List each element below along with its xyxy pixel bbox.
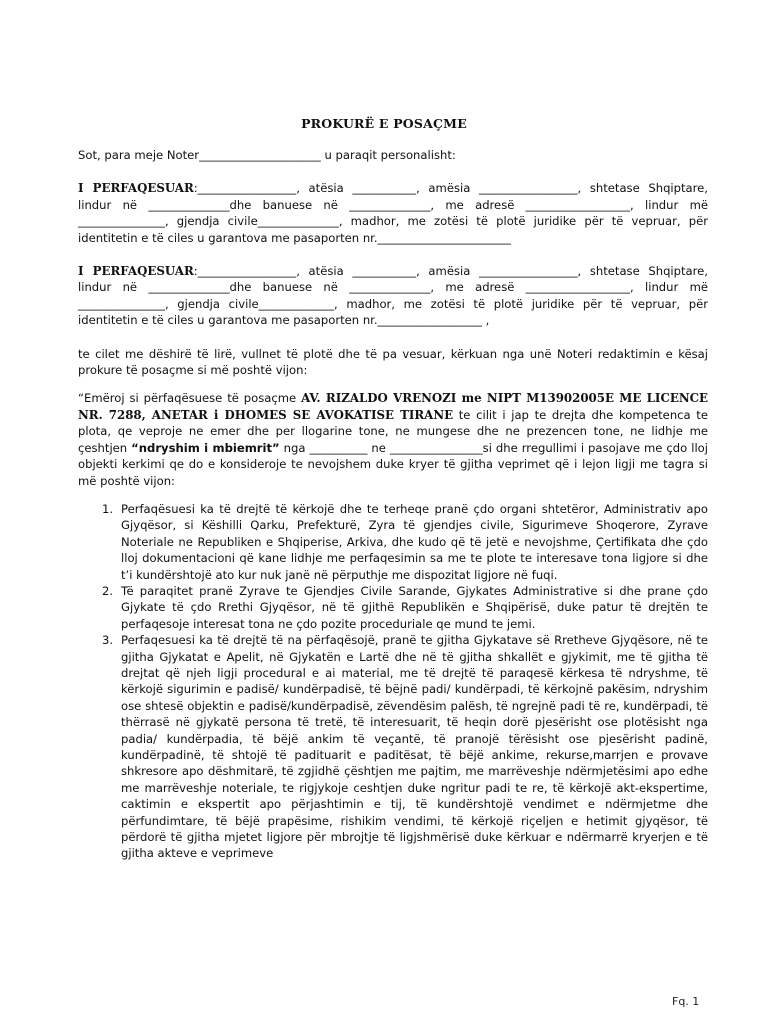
appointment-subject: “ndryshim i mbiemrit” <box>131 440 280 455</box>
person-2-paragraph <box>78 263 708 329</box>
request-paragraph: te cilet me dëshirë të lirë, vullnet të plotë dhe të pa vesuar, kërkuan nga unë Noteri redaktimin e kësaj prokure të posaçme si më poshtë vijon: <box>78 346 708 378</box>
appointment-middle: te cilit i jap te drejta dhe kompetenca te plota, qe veproje ne emer dhe per llogarine tone, ne mungese dhe ne prezencen tone, ne lidhje me çeshtjen <box>78 407 708 455</box>
person-2-label: I PERFAQESUAR <box>78 264 194 279</box>
list-item-text: Të paraqitet pranë Zyrave te Gjendjes Civile Sarande, Gjykates Administrative si dhe prane çdo Gjykate të çdo Rrethi Gjyqësor, në të gjithë Republikën e Shqipërisë, duke patur të drejtën te perfaqesoje interesat tona ne çdo pozite proceduriale qe mund te jemi. <box>121 583 708 631</box>
list-item <box>78 501 708 583</box>
person-1-label: I PERFAQESUAR <box>78 181 194 196</box>
appointment-paragraph <box>78 390 708 488</box>
list-item-text: Perfaqesuesi ka të drejtë të na përfaqësojë, pranë te gjitha Gjykatave së Rretheve Gjyqësore, në te gjitha Gjykatat e Apelit, në Gjykatën e Lartë dhe në të gjitha shkallët e gjykimit, me të gjitha të drejtat që njeh ligji procedural e ai material, me të drejtë të paraqesë kërkesa të ndryshme, të kërkojë sigurimin e padisë/ kundërpadisë, të bëjnë padi/ kundërpadi, të kërkojnë pakësim, ndryshim ose shtesë objektin e padisë/kundërpadisë, zëvendësim palësh, të ngrejnë padi të re, kundërpadi, të thërrasë në gjykatë persona të tretë, të interesuarit, të heqin dorë pjesërisht ose plotësisht nga padia/ kundërpadia, të bëjë ankim të veçantë, të pranojë tërësisht ose pjesërisht padinë, kundërpadinë, të shtojë të padituarit e paditësat, të bëjë ankime, rekurse,marrjen e provave shkresore apo dëshmitarë, të zgjidhë çështjen me pajtim, me marrëveshje ndërmjetësimi apo edhe me marrëveshje noteriale, te rigjykoje ceshtjen duke ngritur padi te re, të kërkojë akt-ekspertime, caktimin e ekspertit apo përjashtimin e tij, të kundërshtojë vendimet e ndërmjetme dhe përfundimtare, të bëjë prapësime, rishikim vendimi, të kërkojë riçeljen e hetimit gjyqësor, të përdorë të gjitha mjetet ligjore për mbrojtje të ligjshmërisë duke kërkuar e ndërmarrë kryerjen e të gjitha akteve e veprimeve <box>121 633 708 861</box>
list-item-number: 3. <box>102 633 114 648</box>
powers-list <box>78 501 708 862</box>
list-item-number: 1. <box>102 501 114 516</box>
person-2-details: :_________________, atësia ___________, amësia _________________, shtetase Shqiptare, lindur në ______________dhe banuese në ______________, me adresë __________________, lindur më _______________, gjendja civile_____________, madhor, me zotësi të plotë juridike për të vepruar, për identitetin e të ciles u garantova me pasaporten nr.__________________ , <box>78 264 708 328</box>
list-item <box>78 583 708 632</box>
list-item <box>78 632 708 862</box>
appointment-representative: AV. RIZALDO VRENOZI me NIPT M13902005E ME LICENCE NR. 7288, ANETAR i DHOMES SE AVOKATISE TIRANE <box>78 391 708 422</box>
page-number: Fq. 1 <box>672 995 700 1008</box>
appointment-start: “Emëroj si përfaqësuese të posaçme <box>78 391 302 406</box>
document-title: PROKURË E POSAÇME <box>301 116 467 131</box>
document-body <box>78 147 708 862</box>
list-item-number: 2. <box>102 583 114 598</box>
appointment-end: nga __________ ne ________________si dhe rregullimi i pasojave me çdo lloj objekti kerkimi qe do e konsideroje te nevojshem duke kryer të gjitha veprimet që i lejon ligji me tagra si më poshtë vijon: <box>78 440 708 488</box>
intro-paragraph: Sot, para meje Noter_____________________ u paraqit personalisht: <box>78 148 456 162</box>
person-1-details: :_________________, atësia ___________, amësia _________________, shtetase Shqiptare, lindur në ______________dhe banuese në ______________, me adresë __________________, lindur më _______________, gjendja civile______________, madhor, me zotësi të plotë juridike për të vepruar, për identitetin e të ciles u garantova me pasaporten nr._______________________ <box>78 181 708 245</box>
list-item-text: Perfaqësuesi ka të drejtë të kërkojë dhe te terheqe pranë çdo organi shtetëror, Administrativ apo Gjyqësor, si Këshilli Qarku, Prefekturë, Zyra të gjendjes civile, Sigurimeve Shoqerore, Zyrave Noteriale ne Republiken e Shqiperise, Arkiva, dhe kudo që të jetë e nevojshme, Çertifikata dhe çdo lloj dokumentacioni që kane lidhje me perfaqesimin sa me te plote te interesave tona ligjore si dhe t’i kundërshtojë ato kur nuk janë në përputhje me dispozitat ligjore në fuqi. <box>121 501 708 582</box>
person-1-paragraph <box>78 180 708 246</box>
